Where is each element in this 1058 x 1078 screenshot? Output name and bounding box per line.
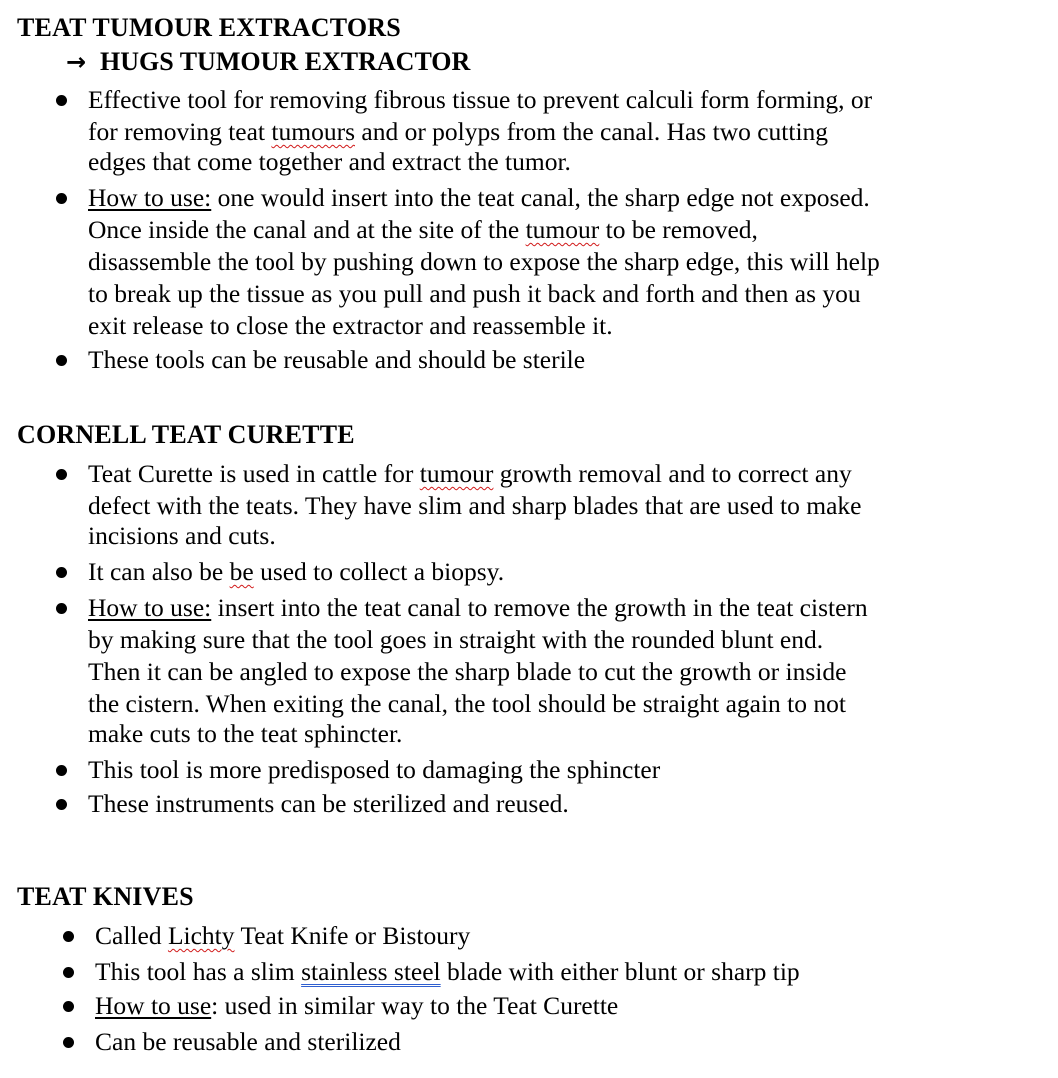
list-item-line: Then it can be angled to expose the sharp blade to cut the growth or inside xyxy=(88,657,847,686)
spellcheck-word: Lichty xyxy=(167,921,235,950)
text-run: : used in similar way to the Teat Curette xyxy=(211,991,619,1020)
how-to-use-label: How to use xyxy=(95,991,212,1020)
text-run: This tool has a slim xyxy=(95,957,302,986)
spellcheck-word: be xyxy=(229,557,254,586)
list-item-line: edges that come together and extract the tumor. xyxy=(88,147,571,176)
bullet-icon xyxy=(56,567,67,578)
list-item-line: Effective tool for removing fibrous tissue to prevent calculi form forming, or xyxy=(88,85,873,114)
text-run: growth removal and to correct any xyxy=(493,459,852,488)
bullet-icon xyxy=(56,765,67,776)
section-heading-teat-tumour-extractors: TEAT TUMOUR EXTRACTORS xyxy=(17,13,401,42)
text-run: Teat Knife or Bistoury xyxy=(234,921,471,950)
bullet-icon xyxy=(56,355,67,366)
list-item-line xyxy=(95,920,470,952)
list-item-line xyxy=(88,116,828,148)
text-run: Once inside the canal and at the site of the xyxy=(88,215,526,244)
text-run: It can also be xyxy=(88,557,230,586)
list-item-line xyxy=(95,956,800,988)
text-run: to be removed, xyxy=(599,215,758,244)
bullet-icon xyxy=(56,603,67,614)
section-heading-cornell-teat-curette: CORNELL TEAT CURETTE xyxy=(17,420,355,449)
right-arrow-icon: → xyxy=(66,48,87,76)
text-run: for removing teat xyxy=(88,117,272,146)
bullet-icon xyxy=(56,469,67,480)
list-item-line: These tools can be reusable and should be sterile xyxy=(88,345,586,374)
text-run: Teat Curette is used in cattle for xyxy=(88,459,420,488)
list-item-line xyxy=(88,214,758,246)
text-run: and or polyps from the canal. Has two cutting xyxy=(355,117,829,146)
list-item-line xyxy=(88,458,852,490)
list-item-line xyxy=(88,592,868,624)
how-to-use-label: How to use: xyxy=(88,183,212,212)
bullet-icon xyxy=(56,95,67,106)
text-run: blade with either blunt or sharp tip xyxy=(440,957,800,986)
spellcheck-word: tumour xyxy=(419,459,494,488)
bullet-icon xyxy=(56,799,67,810)
grammar-flag-word: stainless steel xyxy=(301,957,441,986)
list-item-line: exit release to close the extractor and reassemble it. xyxy=(88,311,613,340)
subheading-hugs-tumour-extractor xyxy=(66,47,470,77)
bullet-icon xyxy=(63,1037,74,1048)
list-item-line: the cistern. When exiting the canal, the tool should be straight again to not xyxy=(88,689,846,718)
bullet-icon xyxy=(63,1001,74,1012)
text-run: used to collect a biopsy. xyxy=(253,557,505,586)
text-run: one would insert into the teat canal, the sharp edge not exposed. xyxy=(211,183,870,212)
list-item-line: incisions and cuts. xyxy=(88,521,276,550)
list-item-line: These instruments can be sterilized and reused. xyxy=(88,789,569,818)
list-item-line xyxy=(88,556,504,588)
spellcheck-word: tumour xyxy=(525,215,600,244)
list-item-line: disassemble the tool by pushing down to expose the sharp edge, this will help xyxy=(88,247,880,276)
list-item-line xyxy=(95,990,618,1022)
list-item-line: to break up the tissue as you pull and push it back and forth and then as you xyxy=(88,279,861,308)
text-run: insert into the teat canal to remove the growth in the teat cistern xyxy=(211,593,868,622)
list-item-line: by making sure that the tool goes in straight with the rounded blunt end. xyxy=(88,625,824,654)
bullet-icon xyxy=(56,193,67,204)
list-item-line: defect with the teats. They have slim and sharp blades that are used to make xyxy=(88,491,862,520)
list-item-line: Can be reusable and sterilized xyxy=(95,1027,401,1056)
bullet-icon xyxy=(63,967,74,978)
bullet-icon xyxy=(63,931,74,942)
text-run: Called xyxy=(95,921,168,950)
how-to-use-label: How to use: xyxy=(88,593,212,622)
spellcheck-word: tumours xyxy=(271,117,355,146)
subheading-text: HUGS TUMOUR EXTRACTOR xyxy=(100,47,471,76)
list-item-line: make cuts to the teat sphincter. xyxy=(88,719,403,748)
list-item-line: This tool is more predisposed to damaging the sphincter xyxy=(88,755,661,784)
section-heading-teat-knives: TEAT KNIVES xyxy=(17,882,194,911)
list-item-line xyxy=(88,182,870,214)
